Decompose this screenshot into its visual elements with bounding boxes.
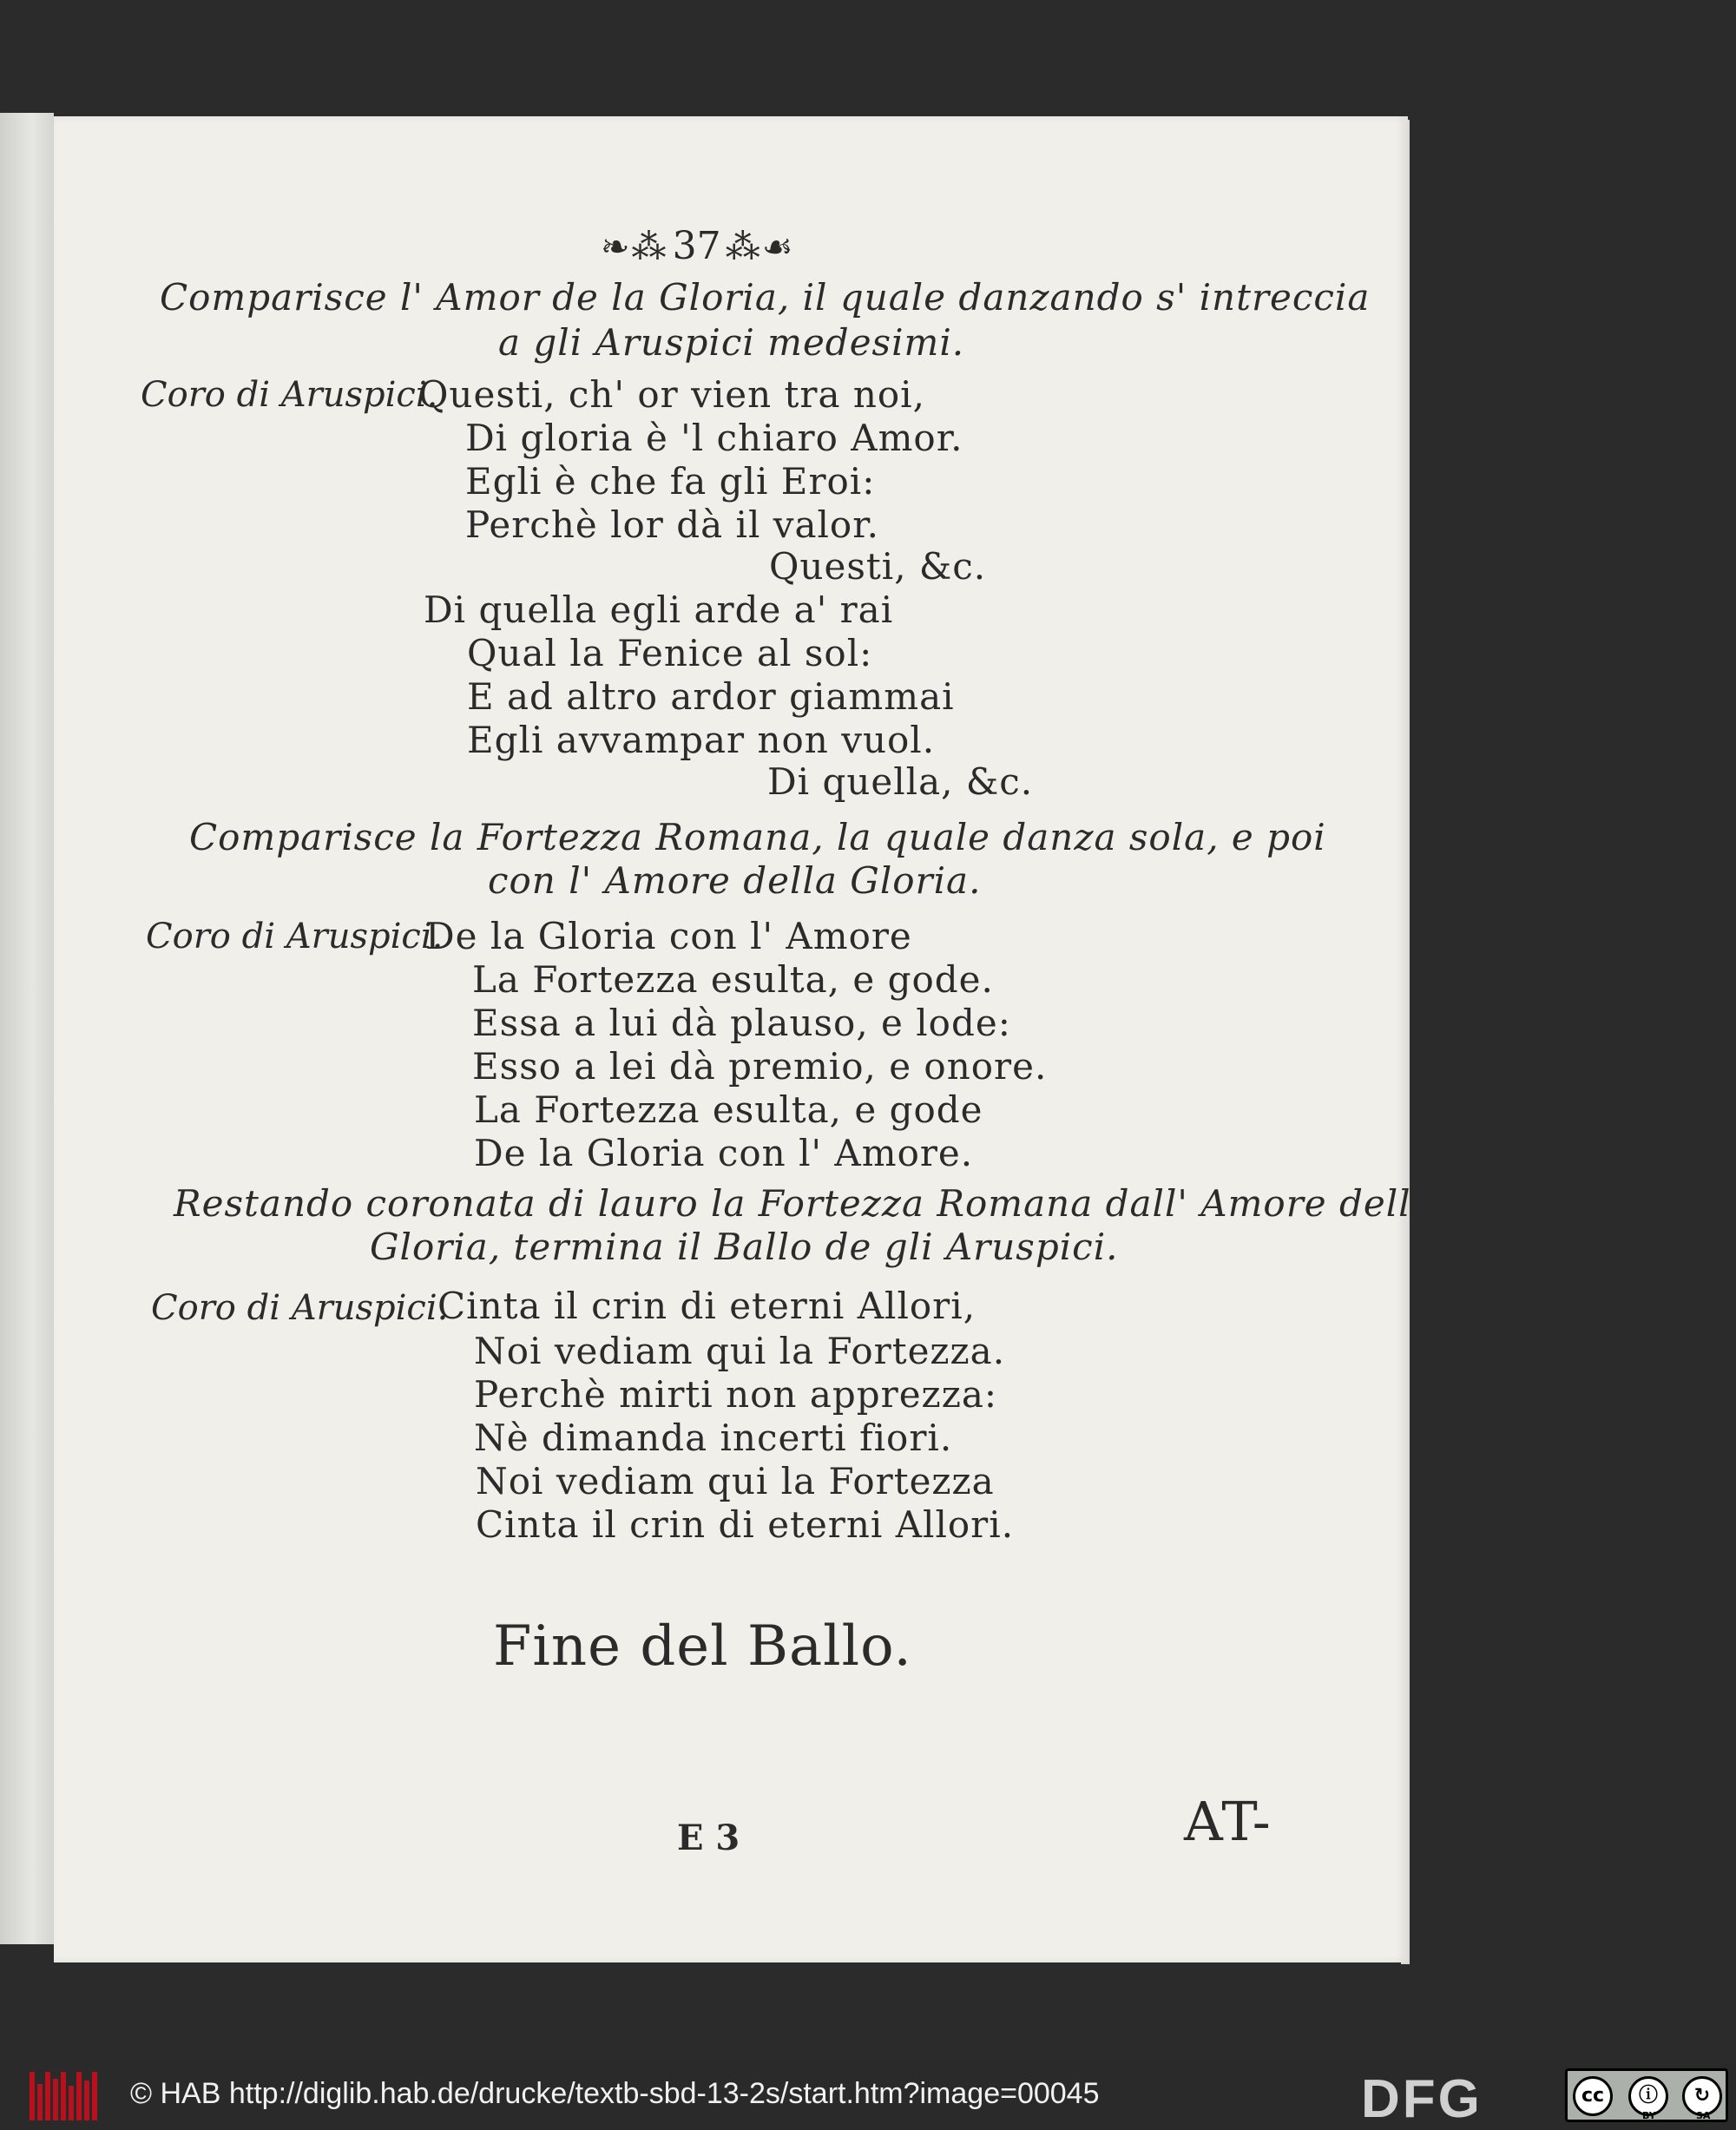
license-by-label: BY — [1642, 2110, 1656, 2121]
verse-line: Cinta il crin di eterni Allori, — [437, 1285, 976, 1327]
stage-direction-3: Restando coronata di lauro la Fortezza Romana dall' Amore della — [174, 1182, 1434, 1225]
ornament-left-icon: ❧⁂ — [601, 227, 668, 267]
stage-direction-1-cont: a gli Aruspici medesimi. — [498, 321, 965, 364]
verse-line: Nè dimanda incerti fiori. — [474, 1417, 953, 1459]
verse-line: La Fortezza esulta, e gode. — [472, 958, 994, 1001]
attribution-icon: ⓘ — [1628, 2076, 1668, 2116]
speaker-label: Coro di Aruspici. — [146, 917, 444, 957]
stage-direction-1: Comparisce l' Amor de la Gloria, il quale danzando s' intreccia — [160, 276, 1371, 319]
verse-line: Egli avvampar non vuol. — [467, 719, 936, 761]
refrain: Questi, &c. — [769, 545, 987, 588]
stage-direction-2-cont: con l' Amore della Gloria. — [488, 859, 982, 902]
verse-line: Noi vediam qui la Fortezza. — [474, 1330, 1006, 1372]
stage-direction-2: Comparisce la Fortezza Romana, la quale danza sola, e poi — [189, 816, 1326, 858]
page-header — [601, 224, 795, 268]
verse-line: Perchè mirti non apprezza: — [474, 1373, 998, 1416]
speaker-label: Coro di Aruspici. — [151, 1288, 449, 1328]
speaker-label: Coro di Aruspici. — [141, 375, 438, 415]
signature-mark: E 3 — [677, 1818, 740, 1858]
cc-icon: cc — [1573, 2076, 1613, 2116]
hab-logo-icon[interactable] — [30, 2072, 101, 2120]
verse-line: De la Gloria con l' Amore. — [474, 1132, 974, 1174]
verse-line: Esso a lei dà premio, e onore. — [472, 1045, 1048, 1088]
page-number: 37 — [672, 224, 721, 268]
verse-line: De la Gloria con l' Amore — [425, 915, 912, 957]
verse-line: Questi, ch' or vien tra noi, — [418, 373, 925, 416]
verse-line: Egli è che fa gli Eroi: — [465, 460, 876, 503]
verse-line: Di gloria è 'l chiaro Amor. — [465, 417, 963, 459]
stage-direction-3-cont: Gloria, termina il Ballo de gli Aruspici. — [370, 1226, 1119, 1268]
verse-line: E ad altro ardor giammai — [467, 675, 955, 718]
dfg-logo[interactable]: DFG — [1361, 2069, 1483, 2129]
closing-title: Fine del Ballo. — [493, 1614, 912, 1679]
share-alike-icon: ↻ — [1682, 2076, 1722, 2116]
ornament-right-icon: ⁂☙ — [725, 227, 795, 267]
verse-line: La Fortezza esulta, e gode — [474, 1088, 983, 1131]
copyright-link[interactable]: © HAB http://diglib.hab.de/drucke/textb-sbd-13-2s/start.htm?image=00045 — [130, 2077, 1100, 2110]
cc-by-sa-icon[interactable] — [1565, 2068, 1728, 2122]
footer-bar — [0, 2061, 1736, 2130]
verse-line: Di quella egli arde a' rai — [424, 588, 894, 631]
verse-line: Noi vediam qui la Fortezza — [476, 1460, 995, 1502]
verse-line: Qual la Fenice al sol: — [467, 632, 873, 674]
refrain: Di quella, &c. — [767, 760, 1034, 803]
left-page-edge — [0, 113, 54, 1944]
verse-line: Perchè lor dà il valor. — [465, 503, 880, 546]
verse-line: Cinta il crin di eterni Allori. — [476, 1503, 1015, 1546]
book-page — [54, 116, 1434, 1962]
verse-line: Essa a lui dà plauso, e lode: — [472, 1002, 1011, 1044]
catchword: AT- — [1184, 1790, 1272, 1853]
license-sa-label: SA — [1696, 2110, 1711, 2121]
